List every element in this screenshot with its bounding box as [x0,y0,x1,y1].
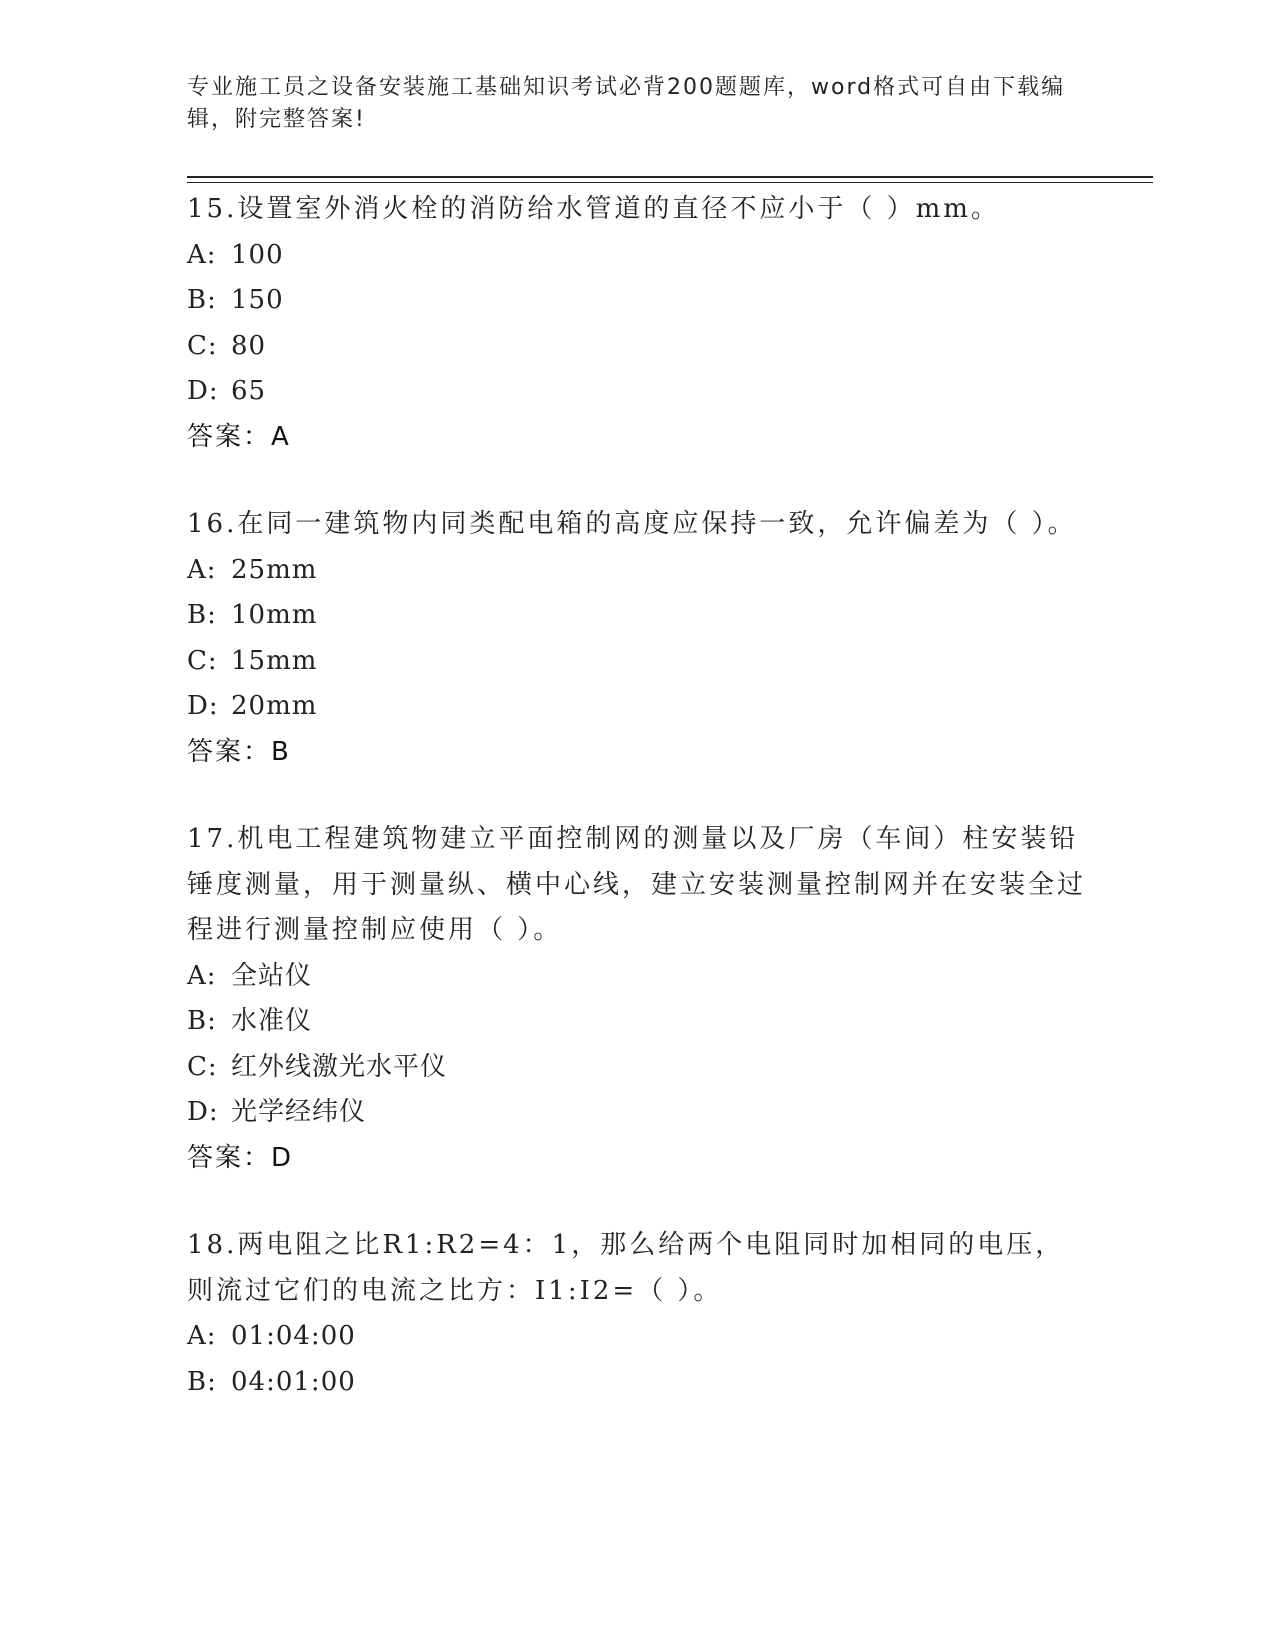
option-a [187,233,1087,279]
option-text: 04:01:00 [231,1366,356,1397]
option-letter: D: [187,376,219,406]
option-letter: B: [187,1366,217,1397]
option-letter: A: [187,554,217,585]
option-letter: A: [187,239,217,270]
option-text: 全站仪 [231,960,313,991]
header-rule-top [187,176,1153,178]
option-text: 80 [231,330,267,361]
option-b [187,999,1087,1045]
option-text: 01:04:00 [231,1321,356,1351]
question-text: 16.在同一建筑物内同类配电箱的高度应保持一致，允许偏差为（ ）。 [187,509,1077,539]
document-header: 专业施工员之设备安装施工基础知识考试必背200题题库，word格式可自由下载编辑，附完整答案! [187,75,1066,132]
option-text: 150 [231,285,284,315]
header-rule-bottom [187,182,1153,183]
question-text: 15.设置室外消火栓的消防给水管道的直径不应小于（ ）mm。 [187,194,1000,224]
question-17 [187,817,1087,1181]
question-list [187,187,1087,1447]
option-d [187,684,1087,730]
option-text: 红外线激光水平仪 [231,1051,448,1082]
answer-text: 答案：A [187,421,291,452]
option-text: 100 [231,239,284,270]
option-text: 水准仪 [231,1006,313,1036]
option-text: 20mm [231,691,318,721]
option-letter: C: [187,330,218,361]
option-letter: B: [187,1006,217,1036]
option-a [187,1314,1087,1360]
option-c [187,1045,1087,1091]
option-letter: D: [187,691,219,721]
option-d [187,1090,1087,1136]
option-letter: C: [187,1051,218,1082]
option-letter: A: [187,960,217,991]
option-letter: C: [187,645,218,676]
option-c [187,324,1087,370]
question-18 [187,1223,1087,1405]
option-text: 15mm [231,645,318,676]
option-letter: A: [187,1321,217,1351]
option-a [187,954,1087,1000]
option-letter: B: [187,285,217,315]
option-text: 25mm [231,554,318,585]
answer-text: 答案：B [187,736,291,767]
option-letter: D: [187,1097,219,1127]
option-d [187,369,1087,415]
option-b [187,278,1087,324]
option-letter: B: [187,600,217,630]
option-a [187,548,1087,594]
question-text: 17.机电工程建筑物建立平面控制网的测量以及厂房（车间）柱安装铅锤度测量，用于测量纵、横中心线，建立安装测量控制网并在安装全过程进行测量控制应使用（ ）。 [187,824,1087,945]
option-b [187,1360,1087,1406]
option-text: 65 [231,376,267,406]
option-c [187,639,1087,685]
option-text: 10mm [231,600,318,630]
question-16 [187,502,1087,775]
question-15 [187,187,1087,460]
answer-text: 答案：D [187,1142,294,1173]
option-b [187,593,1087,639]
option-text: 光学经纬仪 [231,1097,367,1127]
question-text: 18.两电阻之比R1:R2=4：1，那么给两个电阻同时加相同的电压，则流过它们的电流之比方：I1:I2=（ ）。 [187,1230,1065,1306]
